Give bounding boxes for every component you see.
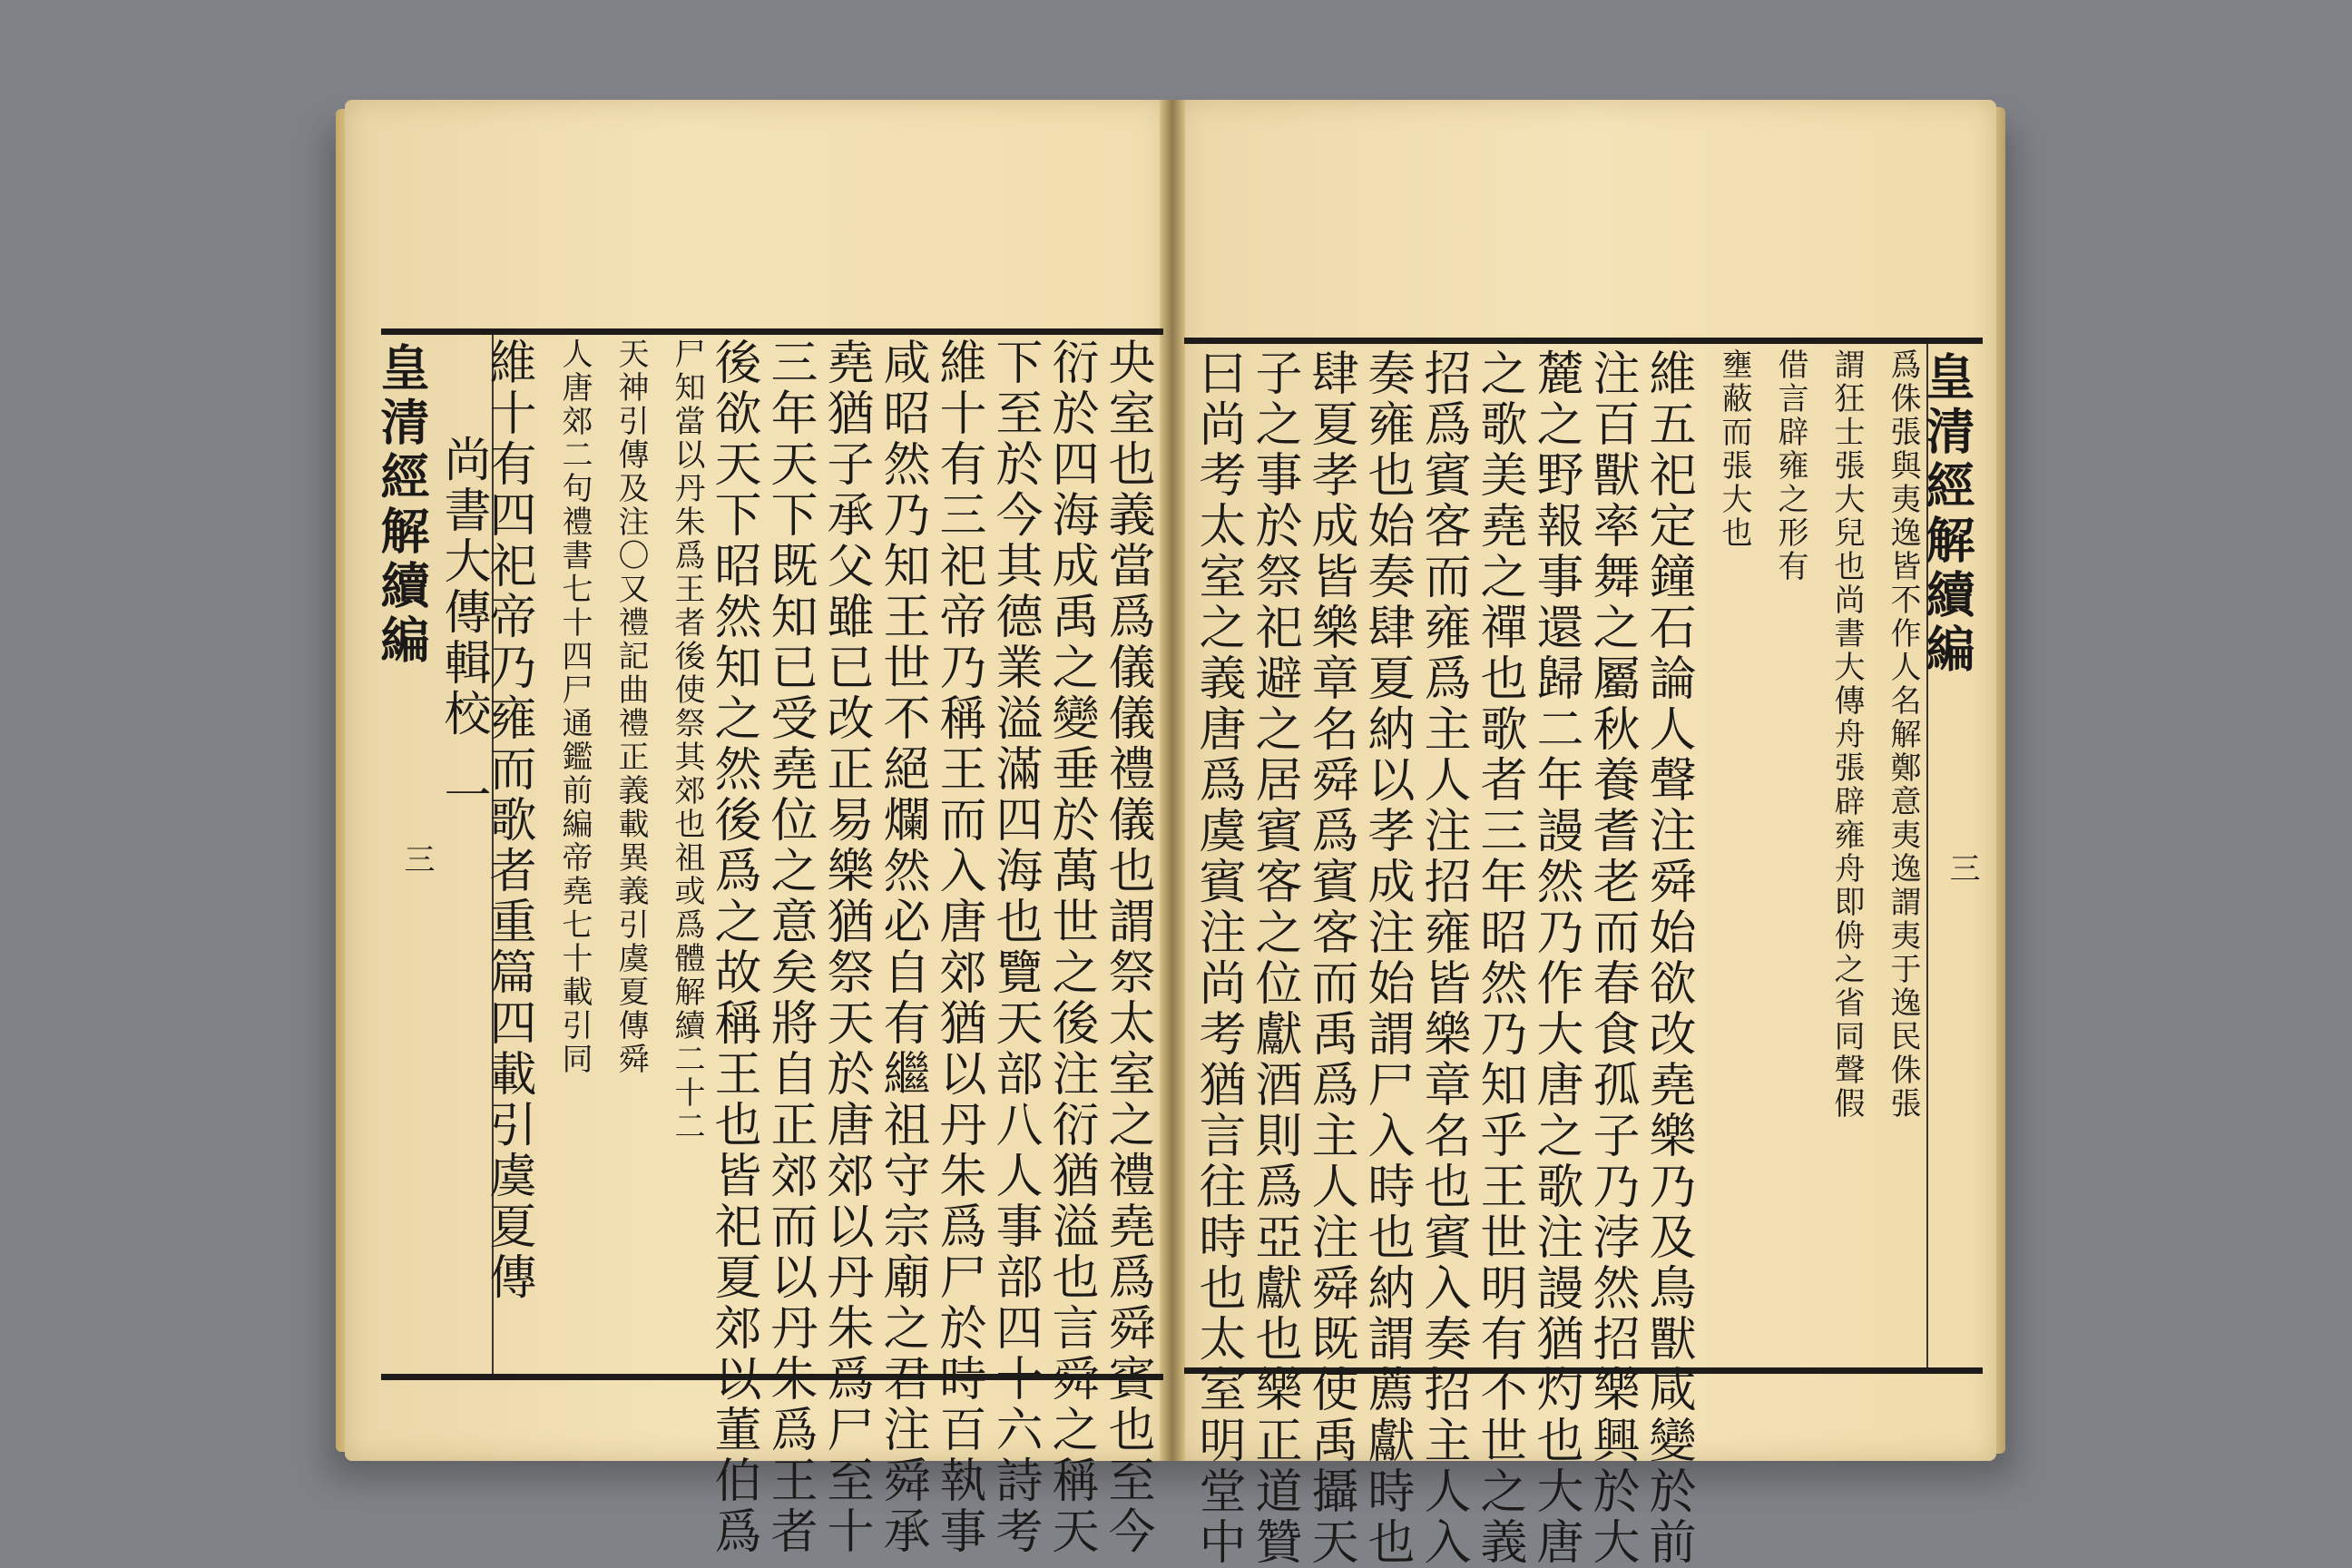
- column-text: 央室也義當爲儀儀禮儀也謂祭太室之禮堯爲舜賓也至今: [1100, 338, 1154, 1557]
- column-text: 壅蔽而張大也: [1716, 348, 1752, 550]
- left-text-column: [762, 338, 817, 1557]
- left-margin-title: 尚書大傳輯校: [436, 435, 490, 740]
- right-text-column: [1757, 348, 1808, 1356]
- column-text: 注百獸率舞之屬秋養耆老而春食孤子乃浡然招樂興於大: [1584, 348, 1639, 1568]
- column-text: 招爲賓客而雍爲主人注招雍皆樂章名也賓入奏招主人入: [1416, 348, 1470, 1568]
- right-text-column: [1303, 348, 1357, 1568]
- left-book-title: 皇清經解續編: [373, 342, 431, 669]
- right-text-column: [1869, 348, 1920, 1356]
- right-text-column: [1584, 348, 1639, 1568]
- column-text: 肆夏孝成皆樂章名舜爲賓客而禹爲主人注舜既使禹攝天: [1303, 348, 1357, 1568]
- right-text-column: [1813, 348, 1864, 1356]
- column-text: 天神引傳及注〇又禮記曲禮正義載異義引虞夏傳舜: [612, 338, 649, 1076]
- left-text-column: [481, 338, 535, 1361]
- left-text-column: [541, 338, 592, 1361]
- left-text-column: [706, 338, 760, 1557]
- left-text-column: [597, 338, 648, 1361]
- column-text: 尸知當以丹朱爲王者後使祭其郊也祖或爲體解續二十二: [669, 338, 705, 1143]
- book-gutter: [1160, 100, 1185, 1461]
- column-text: 下至於今其德業溢滿四海也覽天部八人事部四十六詩考: [987, 338, 1042, 1557]
- left-text-column: [653, 338, 704, 1361]
- left-text-column: [1100, 338, 1154, 1557]
- right-text-column: [1416, 348, 1470, 1568]
- column-text: 之歌美堯之禪也歌者三年昭然乃知乎王世明有不世之義: [1472, 348, 1526, 1568]
- right-book-title: 皇清經解續編: [1918, 351, 1976, 678]
- left-text-column: [931, 338, 985, 1557]
- column-text: 謂狂士張大兒也尚書大傳舟張辟雍舟即侜之省同聲假: [1828, 348, 1865, 1121]
- left-text-column: [818, 338, 873, 1557]
- right-text-column: [1641, 348, 1695, 1568]
- right-text-column: [1359, 348, 1414, 1568]
- column-text: 後欲天下昭然知之然後爲之故稱王也皆祀夏郊以董伯爲: [706, 338, 760, 1557]
- column-text: 人唐郊二句禮書七十四尸通鑑前編帝堯七十載引同: [556, 338, 593, 1076]
- right-text-column: [1700, 348, 1751, 1356]
- column-text: 三年天下既知已受堯位之意矣將自正郊而以丹朱爲王者: [762, 338, 817, 1557]
- column-text: 子之事於祭祀避之居賓客之位獻酒則爲亞獻也樂正道贊: [1247, 348, 1301, 1568]
- right-text-column: [1191, 348, 1245, 1568]
- column-text: 維十有四祀帝乃雍而歌者重篇四載引虞夏傳: [481, 338, 535, 1303]
- column-text: 借言辟雍之形有: [1772, 348, 1808, 583]
- right-text-column: [1528, 348, 1583, 1568]
- column-text: 麓之野報事還歸二年謾然乃作大唐之歌注謾猶灼也大唐: [1528, 348, 1583, 1568]
- column-text: 維五祀定鐘石論人聲注舜始欲改堯樂乃及鳥獸咸變於前: [1641, 348, 1695, 1568]
- right-text-column: [1472, 348, 1526, 1568]
- column-text: 咸昭然乃知王世不絕爛然必自有繼祖守宗廟之君注舜承: [875, 338, 929, 1557]
- left-margin-volume: 一: [436, 770, 490, 821]
- left-text-column: [875, 338, 929, 1557]
- column-text: 維十有三祀帝乃稱王而入唐郊猶以丹朱爲尸於時百執事: [931, 338, 985, 1557]
- column-text: 奏雍也始奏肆夏納以孝成注始謂尸入時也納謂薦獻時也: [1359, 348, 1414, 1568]
- column-text: 堯猶子承父雖已改正易樂猶祭天於唐郊以丹朱爲尸至十: [818, 338, 873, 1557]
- right-folio: 三: [1944, 852, 1980, 886]
- column-text: 爲侏張與夷逸皆不作人名解鄭意夷逸謂夷于逸民侏張: [1885, 348, 1921, 1121]
- left-folio: 三: [398, 843, 435, 877]
- right-text-column: [1247, 348, 1301, 1568]
- left-text-column: [987, 338, 1042, 1557]
- left-text-column: [1044, 338, 1098, 1557]
- column-text: 曰尚考太室之義唐爲虞賓注尚考猶言往時也太室明堂中: [1191, 348, 1245, 1568]
- column-text: 衍於四海成禹之變垂於萬世之後注衍猶溢也言舜之稱天: [1044, 338, 1098, 1557]
